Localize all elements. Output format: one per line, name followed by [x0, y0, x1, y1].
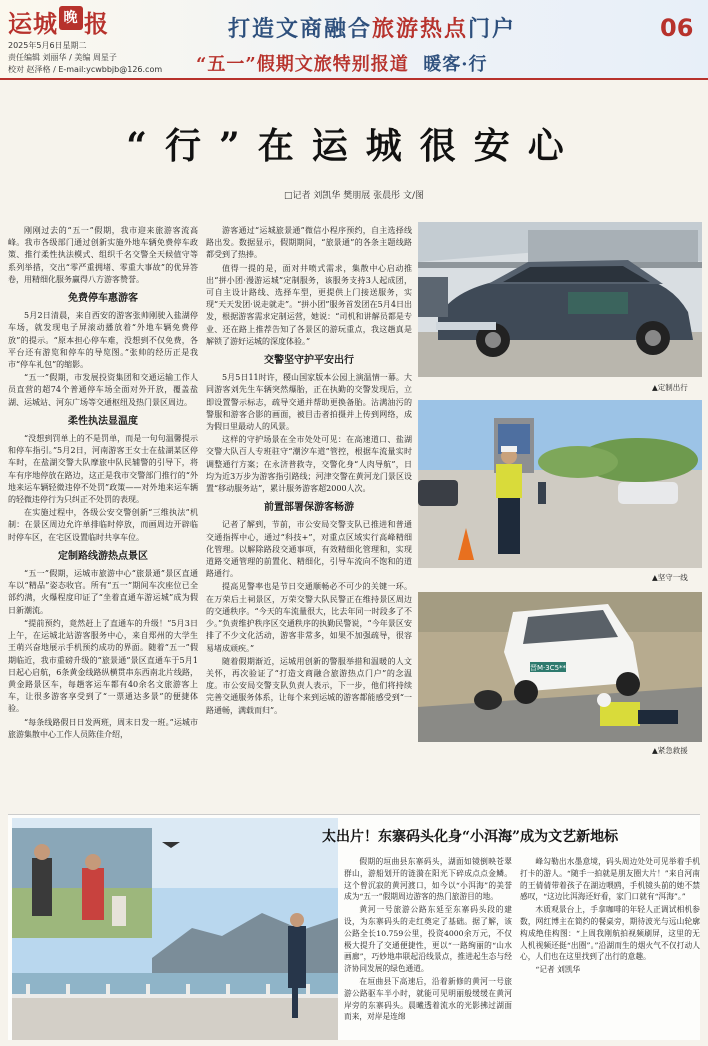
article-title: “行”在运城很安心: [126, 125, 582, 167]
paragraph: 5月2日清晨，来自西安的游客张帅刚驶入盐湖停车场，就发现电子屏滚动播放着“外地车辆免费停放”的提示。“原本担心停车难，没想到不仅免费，各平台还有游览和停车的导览图。”张帅的经历正是我市“停车礼包”的缩影。: [8, 311, 198, 370]
editor-credits: 责任编辑 刘丽华 / 美编 周星子: [8, 53, 117, 62]
logo-seal: 晚: [59, 6, 83, 30]
paragraph: 在垣曲县下高速后，沿着新修的黄河一号旅游公路驱车半小时，就能可见明丽般缓缓在黄河岸旁的东寨码头。晨曦透着流水的光影拂过湖面而来，对岸是连绵: [344, 976, 512, 1022]
paragraph: 随着假期渐近，运城用创新的警服举措和温暖的人文关怀，再次验证了“打造文商融合旅游热点门户”的念温度。市公安局交警支队负责人表示，下一步，他们将持续完善交通服务体系，让每个来到运城的游客都能感受到“一路通畅，满载而归”。: [206, 656, 412, 715]
paragraph: 5月5日11时许，稷山国家版本公园上演温情一幕。大同游客刘先生车辆突然爆胎，正在执勤的交警发现后，立即设置警示标志，疏导交通并帮助更换备胎。沾满油污的警服和游客合影的画面，被目击者拍摄并上传到网络，成为假日里最动人的风景。: [206, 373, 412, 432]
article-column-2: [206, 225, 412, 800]
photo-caption-3: ▲紧急救援: [652, 746, 688, 755]
paragraph: “记者 刘凯华: [535, 965, 581, 975]
paragraph: 游客通过“运城旅景通”微信小程序预约，自主选择线路出发。数据显示，假期期间，“旅景通”的各条主题线路都受到了热捧。: [206, 226, 412, 260]
paragraph: 黄河一号旅游公路东延至东寨码头段的建设，为东寨码头的走红奠定了基础。据了解，该公路全长10.759公里，投资4000余万元，不仅极大提升了交通便捷性，更以“一路绚丽的“山水画廊”，巧妙地串联起沿线景点，推进起生态与经济协同发展的绿色通道。: [344, 905, 512, 974]
photo-caption-1: ▲定制出行: [652, 383, 688, 392]
paragraph: 记者了解到，节前，市公安局交警支队已推进和普通交通指挥中心，通过“科技+”，对重点区域实行高峰精细化管理。以解除路段交通事项，有效精细化管理和，实现道路交通管理的前置化、精细化，引导车流向不饱和的道路通行。: [206, 520, 412, 579]
section-subhead: 柔性执法显温度: [68, 415, 138, 427]
logo-text-1: 运城: [8, 9, 58, 38]
paragraph: 刚刚过去的“五一”假期，我市迎来旅游客流高峰。我市各级部门通过创新实施外地车辆免费停车政策、推行柔性执法模式、组织千名交警全天候值守等系列举措，交出“零严重拥堵、零重大事故”的优异答卷，用精细化服务赢得八方游客赞誉。: [8, 226, 198, 284]
photo-emergency-rescue: [418, 592, 702, 742]
paragraph: 在实施过程中，各级公安交警创新“三维执法”机制：在景区周边允许单排临时停放，而画周边开辟临时停车区，在宅区设置临时共享车位。: [8, 508, 198, 542]
article-byline: □记者 刘凯华 樊朋展 张晨彤 文/图: [284, 191, 424, 201]
logo-text-2: 报: [84, 9, 109, 38]
section-subhead: 前置部署保游客畅游: [264, 502, 354, 514]
paragraph: “没想到罚单上的不是罚单，而是一句句温馨提示和停车指引。”5月2日，河南游客王女士在盐湖某区停车时，在盐湖交警大队摩旅中队民辅警的引导下，将车有序地停放在路边，这正是我市交警部门推行的“外地来运车辆轻微违停不处罚”政策——对外地来运车辆的轻微违停行为只纠正不处罚的表现。: [8, 434, 198, 505]
article-column-1: [8, 225, 198, 800]
proofreader-credits: 校对 赵泽格 / E-mail:ycwbbjb@126.com: [8, 65, 163, 74]
section-subhead: 定制路线游热点景区: [58, 550, 148, 562]
photo-dongzhai-pier: [12, 818, 338, 1040]
paragraph: “提前预约，竟然赶上了直通车的升级！”5月3日上午，在运城北站游客服务中心，来自郑州的大学生王萌兴奋地展示手机预约成功的界面。随着“五一”假期临近，我市重磅升级的“旅景通”景区直通车于5月1日起心启航，6条黄金线路纵横贯串东西南北片线路，黄金路景区车，每趟客运车都有40余名文旅游客上车，让很多游客享受到了“一票通达多景”的便捷体验。: [8, 618, 198, 714]
issue-date: 2025年5月6日星期二: [8, 41, 87, 50]
photo-caption-2: ▲坚守一线: [652, 573, 688, 582]
section-headline-part-3: 门户: [468, 16, 517, 42]
section-subheadline-main: “五一”假期文旅特别报道: [196, 54, 409, 75]
section-subhead: 交警坚守护平安出行: [264, 355, 354, 367]
license-plate: 晋M·3C5**: [529, 664, 567, 672]
paragraph: “每条线路假日日发两班，周末日发一班。”运城市旅游集散中心工作人员陈佳介绍，: [8, 717, 198, 739]
paragraph: 这样的守护场景在全市处处可见：在高速道口、盐湖交警大队百人专班驻守“潮汐车道”管控，根据车流量实时调整通行方案；在永济普救寺，交警化身“人肉导航”，日均为近3万步为游客指引路线；河津交警在黄河龙门景区设置“移动服务站”，累计服务游客超2000人次。: [206, 435, 412, 494]
section-subheadline-tag: 暖客·行: [423, 54, 488, 75]
page-number: 06: [660, 14, 694, 42]
feature-title: 太出片！东寨码头化身“小洱海”成为文艺新地标: [322, 829, 619, 845]
feature-column-1: [344, 856, 512, 1042]
section-headline-part-1: 打造文商融合: [228, 16, 373, 42]
section-subhead: 免费停车惠游客: [68, 293, 138, 305]
newspaper-logo: [8, 4, 128, 38]
paragraph: “五一”假期，市发展投资集团和交通运输工作人员直营的超74个普通停车场全面对外开放，覆盖盐湖、运城站、河东广场等交通枢纽及热门景区周边。: [8, 373, 198, 407]
photo-custom-travel-car: [418, 222, 702, 377]
feature-column-2: [520, 856, 700, 1042]
paragraph: 假期的垣曲县东寨码头，湖面如镜倒映苍翠群山，游船划开的涟漪在阳光下碎成点点金鳞。这个曾沉寂的黄河渡口，如今以“小洱海”的美誉成为“五一”假期周边游客的热门旅游目的地。: [344, 857, 512, 902]
paragraph: 峰勾勒出水墨意境，码头周边处处可见举着手机打卡的游人。“随手一拍就是朋友圈大片！”来自河南的王倩倩带着孩子在湖边喂鸥，手机镜头前的她不禁感叹，“这边比洱海还好看，家门口就有“洱海”。”: [520, 857, 700, 902]
section-subheadline: [196, 50, 488, 76]
paragraph: 提高见警率也是节日交通顺畅必不可少的关键一环。在万荣后土祠景区，万荣交警大队民警正在维持景区周边的交通秩序。“今天的车流量很大，比去年同一时段多了不少。”负责维护秩序区交通秩序的执勤民警说，“今年景区安排了不少文化活动，游客非常多，如果不加强疏导，很容易堵成顽疾。”: [206, 582, 412, 653]
paragraph: 值得一提的是，面对井喷式需求，集散中心启动推出“拼小团·漫游运城”定制服务，该服务支持3人起成团，可自主设计路线、选择车型，更提供上门接送服务，实现“天天发团·说走就走”。“拼小团”服务首发团在5月4日出发，根据游客需求定制运营，她说：“司机和讲解员都是专业、还在路上推荐告知了各景区的游玩重点，我这趟真是解锁了游好运城的深度体验。”: [206, 263, 412, 346]
paragraph: “五一”假期，运城市旅游中心“旅景通”景区直通车以“精品”姿态收官。所有“五一”期间车次座位已全部约满，火爆程度印证了“坐着直通车游运城”成为假日新潮流。: [8, 569, 198, 615]
section-headline: [228, 12, 516, 43]
photo-traffic-police-duty: [418, 400, 702, 568]
paragraph: 木质观景台上，手拿咖啡的年轻人正调试相机参数，网红博主在简约的餐桌旁，期待波光与远山轮廓构成绝佳构图：“上周我刚航拍视频刷屏，这里的无人机视频还挺“出圈”。”沿湖而生的烟火气不仅打动人心，人们也在这里找到了出行的意趣。: [520, 905, 700, 962]
section-headline-accent: 旅游热点: [372, 16, 469, 42]
